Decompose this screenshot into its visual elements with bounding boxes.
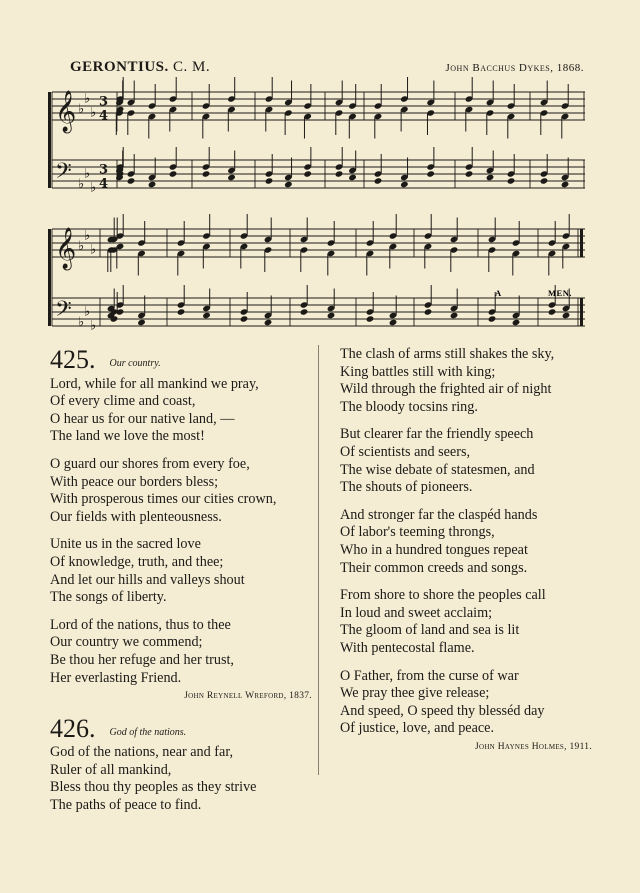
note-head — [127, 177, 136, 184]
note-head — [265, 177, 274, 184]
hymn-author: John Reynell Wreford, 1837. — [184, 691, 312, 702]
verse-line: Bless thou thy peoples as they strive — [50, 779, 257, 796]
verse-line: And stronger far the claspéd hands — [340, 506, 538, 523]
treble-clef: 𝄞 — [55, 91, 77, 132]
verse-line: Of every clime and coast, — [50, 393, 196, 410]
verse-line: The paths of peace to find. — [50, 797, 202, 814]
verse-line: Lord of the nations, thus to thee — [50, 616, 231, 633]
verse-line: O guard our shores from every foe, — [50, 455, 250, 472]
verse-line: Their common creeds and songs. — [340, 559, 528, 576]
note-head — [202, 170, 211, 177]
verse-line: And let our hills and valleys shout — [50, 571, 245, 588]
verse-line: The shouts of pioneers. — [340, 479, 473, 496]
stanza — [50, 376, 312, 446]
note-head — [486, 174, 495, 181]
amen-a: A — [495, 288, 502, 298]
verse-line: Our fields with plenteousness. — [50, 508, 222, 525]
note-head — [561, 181, 570, 188]
stanza — [340, 426, 592, 496]
verse-line: God of the nations, near and far, — [50, 744, 234, 761]
verse-line: O hear us for our native land, — — [50, 410, 235, 427]
verse-line: But clearer far the friendly speech — [340, 426, 534, 443]
stanza — [340, 587, 592, 657]
note-head — [507, 177, 516, 184]
verse-line: Be thou her refuge and her trust, — [50, 651, 234, 668]
flat-sign: ♭ — [90, 318, 97, 334]
verse-line: King battles still with king; — [340, 363, 496, 380]
treble-clef: 𝄞 — [55, 228, 77, 269]
note-head — [264, 319, 273, 326]
verse-line: From shore to shore the peoples call — [340, 587, 546, 604]
flat-sign: ♭ — [78, 102, 85, 117]
note-head — [202, 312, 211, 319]
time-signature: 4 — [99, 176, 109, 192]
verse-line: The land we love the most! — [50, 428, 205, 445]
flat-sign: ♭ — [84, 91, 91, 107]
note-head — [488, 315, 497, 322]
stanza — [50, 536, 312, 606]
note-head — [450, 312, 459, 319]
note-head — [300, 308, 309, 315]
time-signature: 3 — [99, 162, 109, 178]
stanza — [340, 507, 592, 577]
hymn-number: 426. — [50, 713, 96, 743]
note-head — [348, 174, 357, 181]
verse-line: Of knowledge, truth, and thee; — [50, 553, 224, 570]
bass-clef: 𝄢 — [55, 159, 72, 189]
bass-clef: 𝄢 — [55, 297, 72, 327]
verse-line: With prosperous times our cities crown, — [50, 491, 277, 508]
verse-line: In loud and sweet acclaim; — [340, 604, 493, 621]
stanza — [50, 744, 312, 814]
left-column — [50, 347, 312, 815]
flat-sign: ♭ — [78, 239, 85, 254]
note-head — [512, 319, 521, 326]
note-head — [284, 181, 293, 188]
right-column — [340, 346, 592, 756]
stanza — [340, 346, 592, 416]
note-head — [227, 174, 236, 181]
flat-sign: ♭ — [84, 228, 91, 244]
stanza — [50, 617, 312, 687]
note-head — [374, 177, 383, 184]
note-head — [424, 308, 433, 315]
verse-line: The bloody tocsins ring. — [340, 398, 478, 415]
note-head — [426, 170, 435, 177]
time-signature: 4 — [99, 108, 109, 124]
verse-line: Wild through the frighted air of night — [340, 381, 552, 398]
flat-sign: ♭ — [90, 180, 97, 196]
hymn-426-header — [50, 713, 312, 743]
system-brace — [48, 229, 51, 326]
flat-sign: ♭ — [78, 177, 85, 192]
hymn-title: Our country. — [109, 358, 161, 369]
verse-line: Lord, while for all mankind we pray, — [50, 375, 259, 392]
composer: John Bacchus Dykes, 1868. — [445, 62, 584, 74]
note-head — [335, 170, 344, 177]
column-divider — [318, 345, 319, 775]
note-head — [240, 315, 249, 322]
verse-line: Our country we commend; — [50, 634, 203, 651]
verse-line: With peace our borders bless; — [50, 473, 219, 490]
note-head — [137, 319, 146, 326]
flat-sign: ♭ — [78, 315, 85, 330]
stanza — [340, 668, 592, 738]
verse-line: Of scientists and seers, — [340, 443, 471, 460]
note-head — [366, 315, 375, 322]
verse-line: With pentecostal flame. — [340, 639, 475, 656]
note-head — [148, 181, 157, 188]
note-head — [400, 181, 409, 188]
hymn-author: John Haynes Holmes, 1911. — [474, 741, 592, 752]
note-head — [548, 308, 557, 315]
tune-name: GERONTIUS. C. M. — [70, 59, 211, 75]
note-head — [389, 319, 398, 326]
verse-line: The gloom of land and sea is lit — [340, 622, 520, 639]
final-bar — [580, 298, 583, 326]
note-head — [562, 312, 571, 319]
stanza — [50, 456, 312, 526]
verse-line: Her everlasting Friend. — [50, 669, 182, 686]
hymn-number: 425. — [50, 345, 96, 374]
system-brace — [48, 92, 51, 188]
time-signature: 3 — [99, 94, 109, 110]
note-head — [169, 170, 178, 177]
verse-line: Who in a hundred tongues repeat — [340, 541, 528, 558]
verse-line: The wise debate of statesmen, and — [340, 461, 535, 478]
hymn-title: God of the nations. — [109, 726, 187, 738]
verse-line: And speed, O speed thy blesséd day — [340, 702, 545, 719]
music-score — [0, 0, 640, 345]
verse-line: O Father, from the curse of war — [340, 667, 519, 684]
verse-line: The songs of liberty. — [50, 589, 167, 606]
note-head — [303, 170, 312, 177]
hymn-425-header — [50, 347, 312, 374]
flat-sign: ♭ — [84, 166, 91, 182]
note-head — [540, 177, 549, 184]
verse-line: The clash of arms still shakes the sky, — [340, 346, 555, 362]
verse-line: Ruler of all mankind, — [50, 761, 172, 778]
flat-sign: ♭ — [84, 304, 91, 320]
verse-line: Unite us in the sacred love — [50, 536, 201, 553]
flat-sign: ♭ — [90, 105, 97, 121]
tune-meter: C. M. — [173, 59, 211, 75]
note-head — [177, 308, 186, 315]
final-bar — [580, 229, 583, 257]
note-head — [465, 170, 474, 177]
verse-line: Of labor's teeming throngs, — [340, 524, 495, 541]
amen-men: MEN. — [548, 288, 572, 298]
note-head — [327, 312, 336, 319]
flat-sign: ♭ — [90, 242, 97, 258]
verse-line: Of justice, love, and peace. — [340, 720, 495, 737]
verse-line: We pray thee give release; — [340, 685, 490, 702]
